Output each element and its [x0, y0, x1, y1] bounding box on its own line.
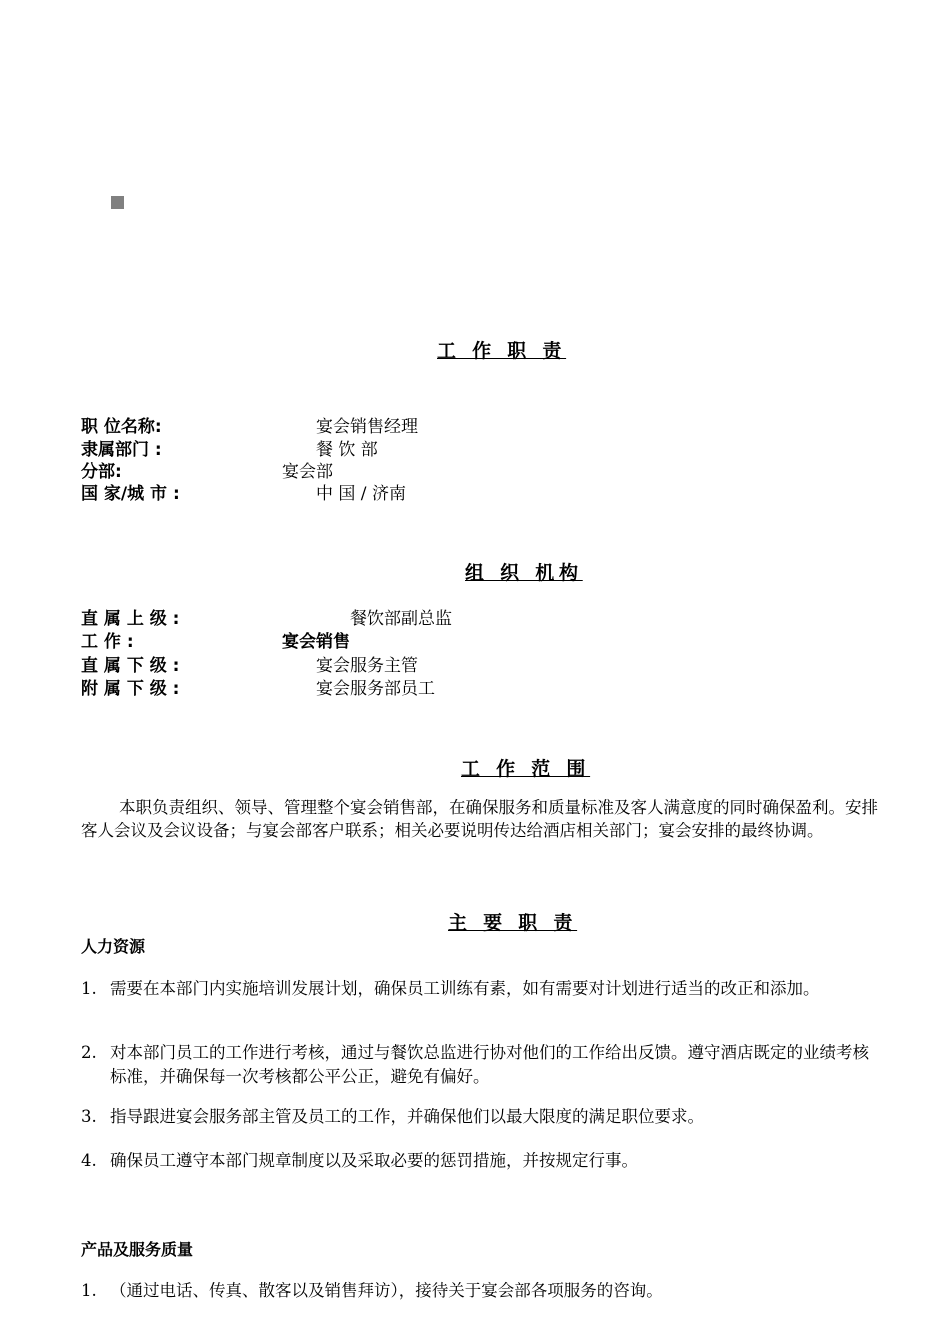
list-item-number: 1. [81, 1281, 97, 1300]
info-value-division: 宴会部 [282, 462, 333, 482]
org-value-job: 宴会销售 [282, 632, 350, 652]
org-value-subordinate: 宴会服务主管 [316, 656, 418, 676]
org-label-job: 工 作 : [81, 632, 134, 652]
info-label-position: 职 位名称: [81, 417, 162, 437]
subsection-title-hr: 人力资源 [81, 937, 146, 956]
list-item-number: 1. [81, 979, 97, 998]
org-label-affiliated: 附 属 下 级 : [81, 679, 180, 699]
info-label-department: 隶属部门 : [81, 440, 162, 460]
list-item [81, 1149, 881, 1173]
list-item-number: 2. [81, 1043, 97, 1062]
list-item-number: 3. [81, 1107, 97, 1126]
list-item-text: 指导跟进宴会服务部主管及员工的工作，并确保他们以最大限度的满足职位要求。 [110, 1107, 704, 1126]
info-value-department: 餐 饮 部 [316, 440, 378, 460]
info-label-division: 分部: [81, 462, 122, 482]
org-label-subordinate: 直 属 下 级 : [81, 656, 180, 676]
list-item [81, 977, 881, 1001]
info-value-location: 中 国 / 济南 [316, 484, 406, 504]
org-label-superior: 直 属 上 级 : [81, 609, 180, 629]
section-title-scope: 工 作 范 围 [461, 758, 591, 780]
list-item [81, 1041, 881, 1089]
section-title-org: 组 织 机构 [465, 562, 583, 584]
list-item-text: 对本部门员工的工作进行考核，通过与餐饮总监进行协对他们的工作给出反馈。遵守酒店既定的业绩考核标准，并确保每一次考核都公平公正，避免有偏好。 [110, 1043, 869, 1086]
list-item [81, 1279, 881, 1303]
subsection-title-quality: 产品及服务质量 [81, 1240, 194, 1259]
list-item-text: 确保员工遵守本部门规章制度以及采取必要的惩罚措施，并按规定行事。 [110, 1151, 638, 1170]
org-value-affiliated: 宴会服务部员工 [316, 679, 435, 699]
list-item-number: 4. [81, 1151, 97, 1170]
list-item [81, 1105, 881, 1129]
list-item-text: 需要在本部门内实施培训发展计划，确保员工训练有素，如有需要对计划进行适当的改正和添加。 [110, 979, 820, 998]
list-item-text: （通过电话、传真、散客以及销售拜访），接待关于宴会部各项服务的咨询。 [110, 1281, 663, 1300]
info-label-location: 国 家/城 市 : [81, 484, 180, 504]
section-title-duties: 主 要 职 责 [448, 912, 578, 934]
info-value-position: 宴会销售经理 [316, 417, 418, 437]
bullet-square-icon [111, 196, 124, 209]
page-title: 工 作 职 责 [437, 340, 567, 362]
org-value-superior: 餐饮部副总监 [350, 609, 452, 629]
scope-paragraph: 本职负责组织、领导、管理整个宴会销售部，在确保服务和质量标准及客人满意度的同时确保盈利。安排客人会议及会议设备；与宴会部客户联系；相关必要说明传达给酒店相关部门；宴会安排的最终协调。 [81, 798, 878, 840]
